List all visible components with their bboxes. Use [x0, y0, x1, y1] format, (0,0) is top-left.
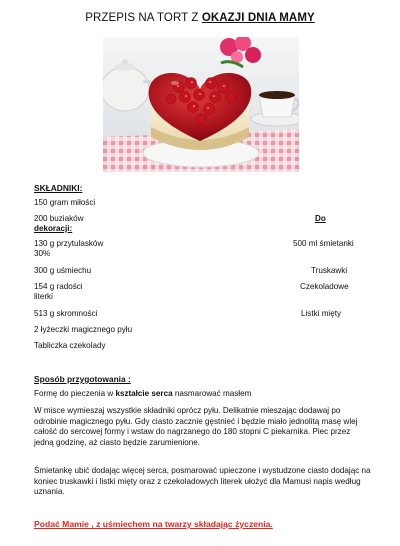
ingredient-item: 513 g skromności	[34, 309, 98, 318]
ingredient-item: Tabliczka czekolady	[34, 341, 106, 350]
closing-line: Podać Mamie , z uśmiechem na twarzy składając życzenia.	[34, 519, 273, 529]
method-heading: Sposób przygotowania :	[34, 374, 131, 384]
decoration-item: Truskawki	[311, 266, 348, 275]
page-title	[0, 12, 400, 24]
ingredient-item: 200 buziaków	[34, 214, 84, 223]
decoration-label-b: dekoracji:	[34, 224, 73, 233]
ingredient-item: 30%	[34, 249, 51, 258]
cake-photo	[103, 37, 299, 172]
decoration-item: Listki mięty	[301, 309, 342, 318]
ingredient-item: 300 g uśmiechu	[34, 266, 92, 275]
ingredients-heading: SKŁADNIKI:	[34, 183, 83, 193]
ingredient-item: 154 g radości	[34, 282, 83, 291]
method-step-2: W misce wymieszaj wszystkie składniki oprócz pyłu. Delikatnie mieszając dodawaj po odrobinie magicznego pyłu. Gdy ciasto zacznie gęstnieć i będzie miało jednolitą masę wlej całość do sercowej formy i wstaw do nagrzanego do 180 stopni C piekarnika. Piec przez jedną godzinę, aż ciasto będzie zarumienione.	[34, 406, 358, 447]
decoration-label-a: Do	[315, 214, 326, 223]
method-step-1-tail: nasmarować masłem	[172, 389, 252, 398]
decoration-item: Czekoladowe	[300, 282, 349, 291]
decoration-item: 500 ml śmietanki	[293, 239, 354, 248]
title-highlight: OKAZJI DNIA MAMY	[201, 12, 315, 24]
ingredient-item: 150 gram miłości	[34, 198, 96, 207]
method-step-1	[34, 389, 374, 400]
ingredient-item: 130 g przytulasków	[34, 239, 104, 248]
ingredient-item: literki	[34, 292, 53, 301]
method-step-1-text: Formę do pieczenia w	[34, 389, 116, 398]
ingredient-item: 2 łyżeczki magicznego pyłu	[34, 325, 133, 334]
method-step-1-bold: kształcie serca	[115, 389, 173, 398]
title-prefix: PRZEPIS NA TORT Z	[85, 12, 202, 24]
method-step-3: Śmietankę ubić dodając więcej serca, posmarować upieczone i wystudzone ciasto dodając na koniec truskawki i listki mięty oraz z czekoladowych literek ułożyć dla Mamusi napis według uznania.	[34, 466, 371, 497]
